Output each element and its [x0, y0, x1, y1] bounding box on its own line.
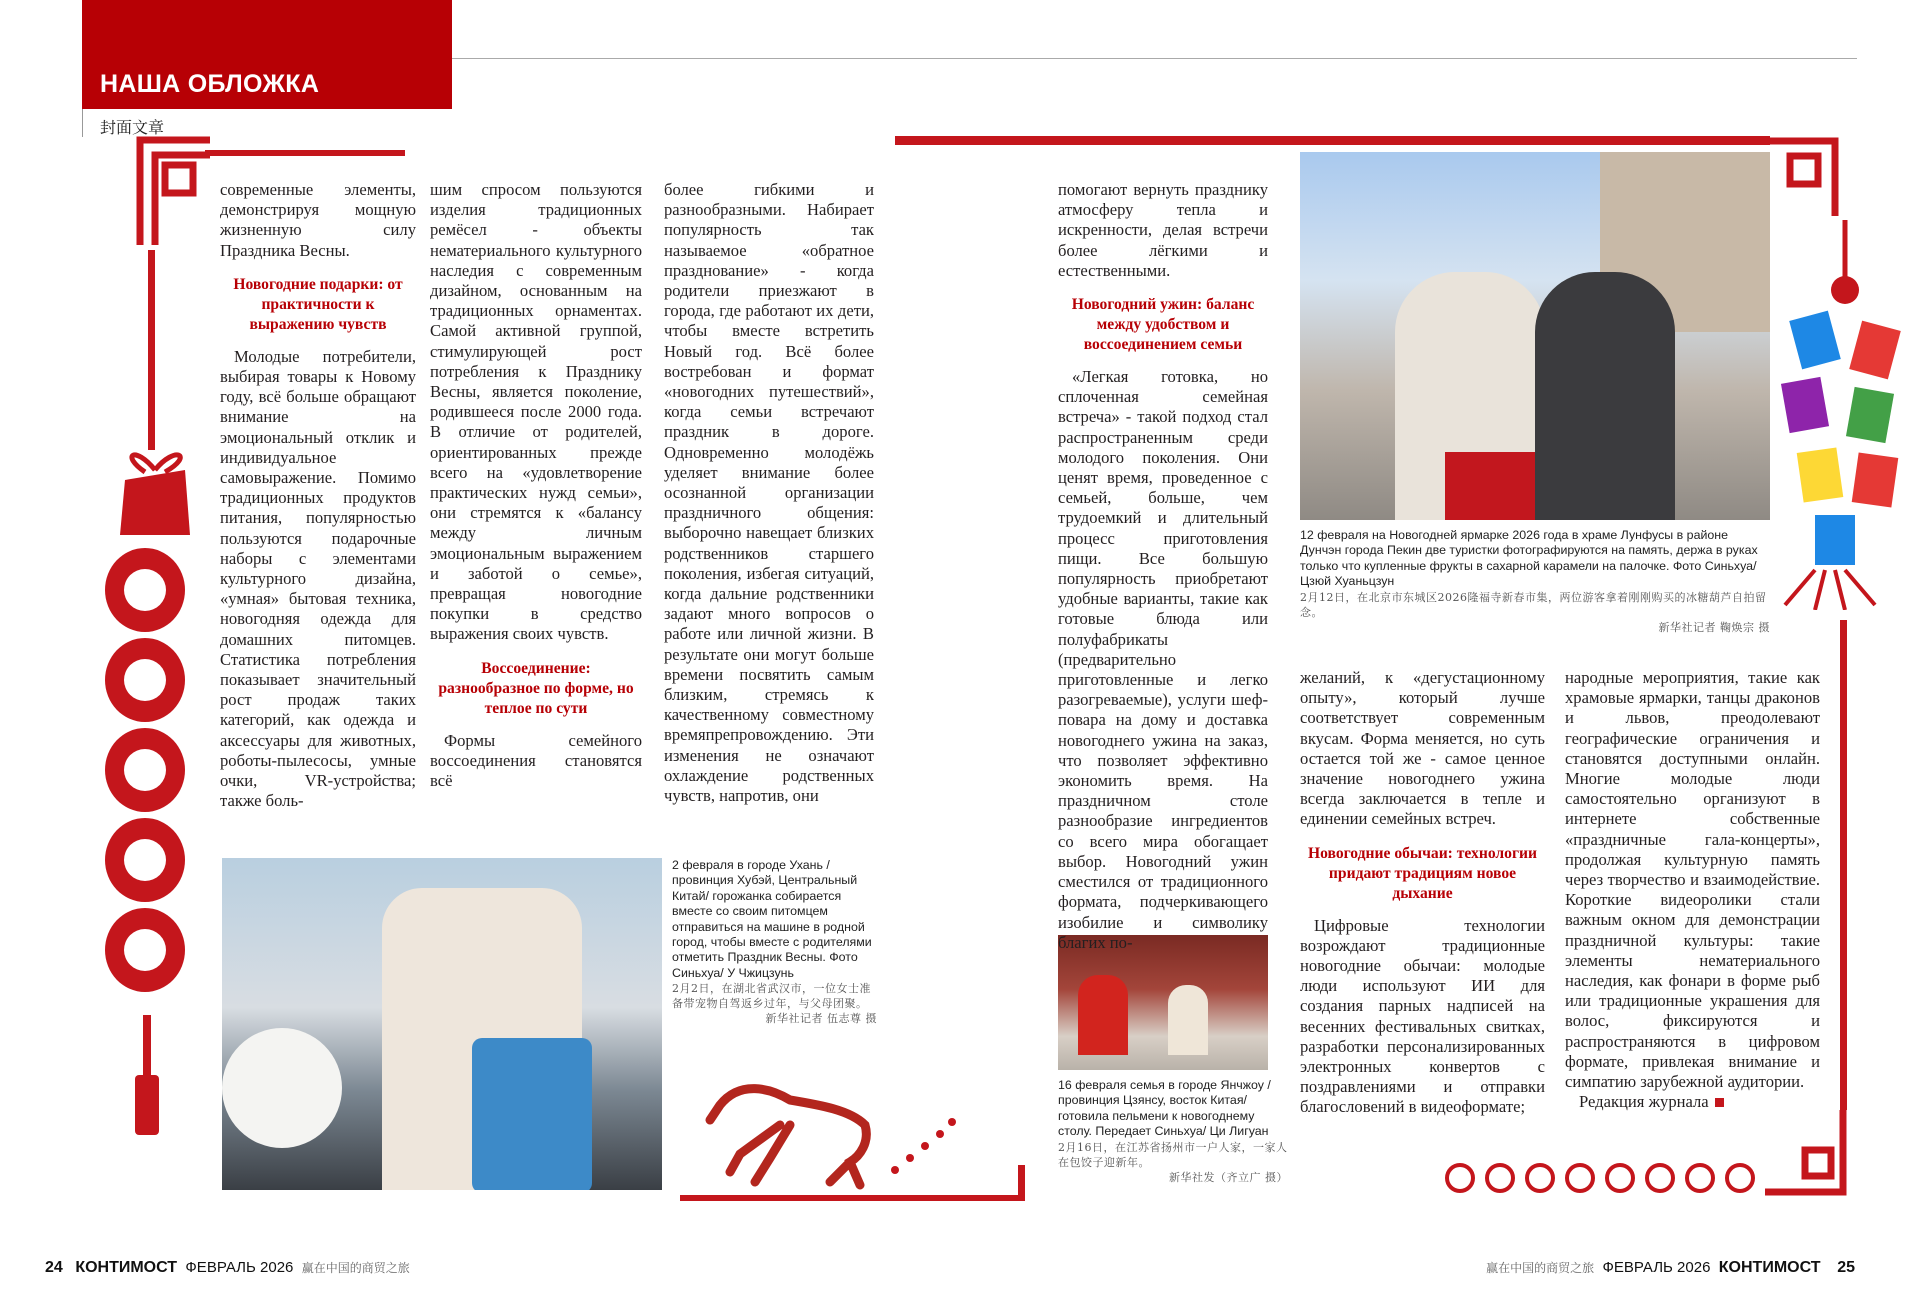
- knot-border-icon: [1440, 1158, 1760, 1198]
- paragraph: шим спросом пользуются изделия традиционных ремёсел - объекты нематериального культурного наследия с современным дизайном, основанным на традиционных орнаментах. Самой активной группой, стимулирующей рост потребления к Празднику Весны, является поколение, родившееся после 2000 года. В отличие от родителей, ориентированных прежде всего на «удовлетворение практических нужд семьи», они стремятся к «балансу между личным эмоциональным выражением и заботой о семье», превращая новогодние покупки в средство выражения своих чувств.: [430, 180, 642, 644]
- signature: Редакция журнала: [1579, 1092, 1709, 1112]
- frame-bottom-bar: [680, 1195, 1025, 1201]
- firecracker-garland-icon: [1775, 220, 1915, 610]
- left-column-3: [664, 180, 874, 806]
- frame-bottom-tick: [1018, 1165, 1025, 1201]
- page-number: 24: [45, 1259, 63, 1276]
- photo-blue-bag: [472, 1038, 592, 1190]
- divider: [82, 109, 83, 137]
- footer-left: [45, 1259, 410, 1277]
- frame-top-bar-2: [1300, 136, 1770, 145]
- slogan-cn: 赢在中国的商贸之旅: [301, 1261, 410, 1275]
- issue-date: ФЕВРАЛЬ 2026: [1602, 1259, 1711, 1276]
- photo-red-bag: [1445, 452, 1535, 520]
- photo-tourists-selfie: [1300, 152, 1770, 520]
- subheading: Новогодние обычаи: технологии придают традициям новое дыхание: [1307, 844, 1538, 902]
- paragraph: Формы семейного воссоединения становятся всё: [430, 730, 642, 791]
- caption-ru: 2 февраля в городе Ухань /провинция Хубэй, Центральный Китай/ горожанка собирается вместе со своим питомцем отправиться на машине в родной город, чтобы вместе с родителями отметить Праздник Весны. Фото Синьхуа/ У Чжицзунь: [672, 858, 872, 980]
- lantern-string-icon: [95, 545, 195, 1015]
- right-column-3: [1565, 668, 1820, 1112]
- signature-line: [1565, 1092, 1820, 1112]
- photo-subject-tourist-2: [1535, 272, 1675, 520]
- photo-family-dumplings: [1058, 935, 1268, 1070]
- paragraph: «Легкая готовка, но сплоченная семейная встреча» - такой подход стал распространенным среди молодого поколения. Они ценят время, проведенное с семьей, больше, чем трудоемкий и длительный процесс приготовления пищи. Все большую популярность приобретают удобные варианты, такие как готовые блюда или полуфабрикаты (предварительно приготовленные и легко разогреваемые), услуги шеф-повара на дому и доставка новогоднего ужина на заказ, что позволяет эффективно экономить время. На праздничном столе разнообразие ингредиентов со всего мира обогащает выбор. Новогодний ужин сместился от традиционного формата, подчеркивающего изобилие и символику благих по-: [1058, 367, 1268, 952]
- page-number: 25: [1837, 1259, 1855, 1276]
- caption-credit-cn: 新华社记者 鞠焕宗 摄: [1658, 620, 1770, 634]
- corner-lattice-icon: [1765, 1110, 1855, 1200]
- right-column-2: [1300, 668, 1545, 1118]
- right-photo1-caption: [1300, 528, 1770, 635]
- paragraph: желаний, к «дегустационному опыту», который лучше соответствует современным вкусам. Форма меняется, но суть остается той же - самое ценное значение новогоднего ужина всегда заключается в тепле и единении семейных встреч.: [1300, 668, 1545, 829]
- photo-subject-person: [1078, 975, 1128, 1055]
- frame-top-bar: [895, 136, 1305, 145]
- caption-cn: 2月2日，在湖北省武汉市，一位女士准备带宠物自驾返乡过年，与父母团聚。: [672, 982, 871, 1011]
- slogan-cn: 赢在中国的商贸之旅: [1486, 1261, 1595, 1275]
- frame-right-bar: [1840, 620, 1847, 1110]
- paragraph: Цифровые технологии возрождают традиционные новогодние обычаи: молодые люди используют ИИ для создания парных надписей на весенних фестивальных свитках, разработки персонализированных электронных конвертов с поздравлениями и отправки благословений в видеоформате;: [1300, 915, 1545, 1117]
- paragraph: помогают вернуть празднику атмосферу тепла и искренности, делая встречи более лёгкими и естественными.: [1058, 180, 1268, 280]
- caption-ru: 12 февраля на Новогодней ярмарке 2026 года в храме Лунфусы в районе Дунчэн города Пекин две туристки фотографируются на память, держа в руках только что купленные фрукты в сахарной карамели на палочке. Фото Синьхуа/ Цзюй Хуаньцзун: [1300, 528, 1758, 589]
- photo-subject-dog: [222, 1028, 342, 1148]
- right-photo2-caption: [1058, 1078, 1288, 1185]
- paragraph: более гибкими и разнообразными. Набирает популярность так называемое «обратное празднование» - когда родители приезжают в города, где работают их дети, чтобы вместе встретить Новый год. Всё более востребован и формат «новогодних путешествий», когда семьи встречают праздник в дороге. Одновременно молодёжь уделяет внимание более осознанной организации праздничного общения: выборочно навещает близких родственников старшего поколения, избегая ситуаций, когда дальние родственники задают много вопросов о работе или личной жизни. В результате они могут больше времени посвятить самым близким, стремясь к качественному совместному времяпрепровождению. Эти изменения не означают охлаждение родственных чувств, напротив, они: [664, 180, 874, 806]
- section-subtitle-cn: 封面文章: [100, 118, 165, 137]
- tassel: [135, 1075, 159, 1135]
- magazine-name: КОНТИМОСТ: [1718, 1259, 1821, 1276]
- caption-cn: 2月16日，在江苏省扬州市一户人家，一家人在包饺子迎新年。: [1058, 1140, 1288, 1169]
- magazine-name: КОНТИМОСТ: [75, 1259, 178, 1276]
- section-title: НАША ОБЛОЖКА: [100, 70, 320, 98]
- caption-credit-cn: 新华社记者 伍志尊 摄: [765, 1012, 877, 1026]
- gift-box-ornament-icon: [105, 440, 205, 540]
- left-column-1: [220, 180, 416, 811]
- caption-ru: 16 февраля семья в городе Янчжоу /провинция Цзянсу, восток Китая/ готовила пельмени к новогоднему столу. Передает Синьхуа/ Ци Лигуан: [1058, 1078, 1271, 1139]
- caption-cn: 2月12日，在北京市东城区2026隆福寺新春市集，两位游客拿着刚刚购买的冰糖葫芦自拍留念。: [1300, 590, 1767, 619]
- issue-date: ФЕВРАЛЬ 2026: [185, 1259, 294, 1276]
- horse-illustration-icon: [700, 1070, 960, 1190]
- corner-lattice-icon: [1760, 136, 1840, 216]
- subheading: Новогодние подарки: от практичности к выражению чувств: [233, 275, 403, 333]
- paragraph: современные элементы, демонстрируя мощную жизненную силу Праздника Весны.: [220, 180, 416, 260]
- left-column-2: [430, 180, 642, 791]
- photo-subject-child: [1168, 985, 1208, 1055]
- right-column-1: [1058, 180, 1268, 953]
- paragraph: народные мероприятия, такие как храмовые ярмарки, танцы драконов и львов, преодолевают географические ограничения и становятся доступными онлайн. Многие молодые люди самостоятельно организуют в интернете собственные «праздничные гала-концерты», продолжая культурную память через творчество и взаимодействие. Короткие видеоролики стали важным окном для демонстрации праздничной культуры: такие элементы нематериального наследия, как фонари в форме рыб или традиционные украшения для волос, фиксируются и распространяются в цифровом формате, привлекая внимание и симпатию зарубежной аудитории.: [1565, 668, 1820, 1092]
- caption-credit-cn: 新华社发（齐立广 摄）: [1169, 1170, 1288, 1184]
- paragraph: Молодые потребители, выбирая товары к Новому году, всё больше обращают внимание на эмоциональный отклик и индивидуальное самовыражение. Помимо традиционных продуктов питания, популярностью пользуются подарочные наборы с элементами культурного дизайна, «умная» бытовая техника, новогодняя одежда для домашних питомцев. Статистика потребления показывает значительный рост продаж таких категорий, как одежда и аксессуары для животных, роботы-пылесосы, умные очки, VR-устройства; также боль-: [220, 346, 416, 811]
- frame-left-bar: [148, 250, 155, 450]
- header-rule: [452, 58, 1857, 59]
- frame-top-bar: [205, 150, 405, 156]
- subheading: Новогодний ужин: баланс между удобством и воссоединением семьи: [1071, 296, 1255, 354]
- subheading: Воссоединение: разнообразное по форме, но теплое по сути: [438, 659, 634, 717]
- corner-lattice-icon: [135, 135, 210, 245]
- end-mark-icon: [1715, 1098, 1724, 1107]
- footer-right: [1486, 1259, 1855, 1277]
- left-photo-caption: [672, 858, 877, 1026]
- photo-woman-with-dog: [222, 858, 662, 1190]
- frame-left-bar-lower: [143, 1015, 151, 1075]
